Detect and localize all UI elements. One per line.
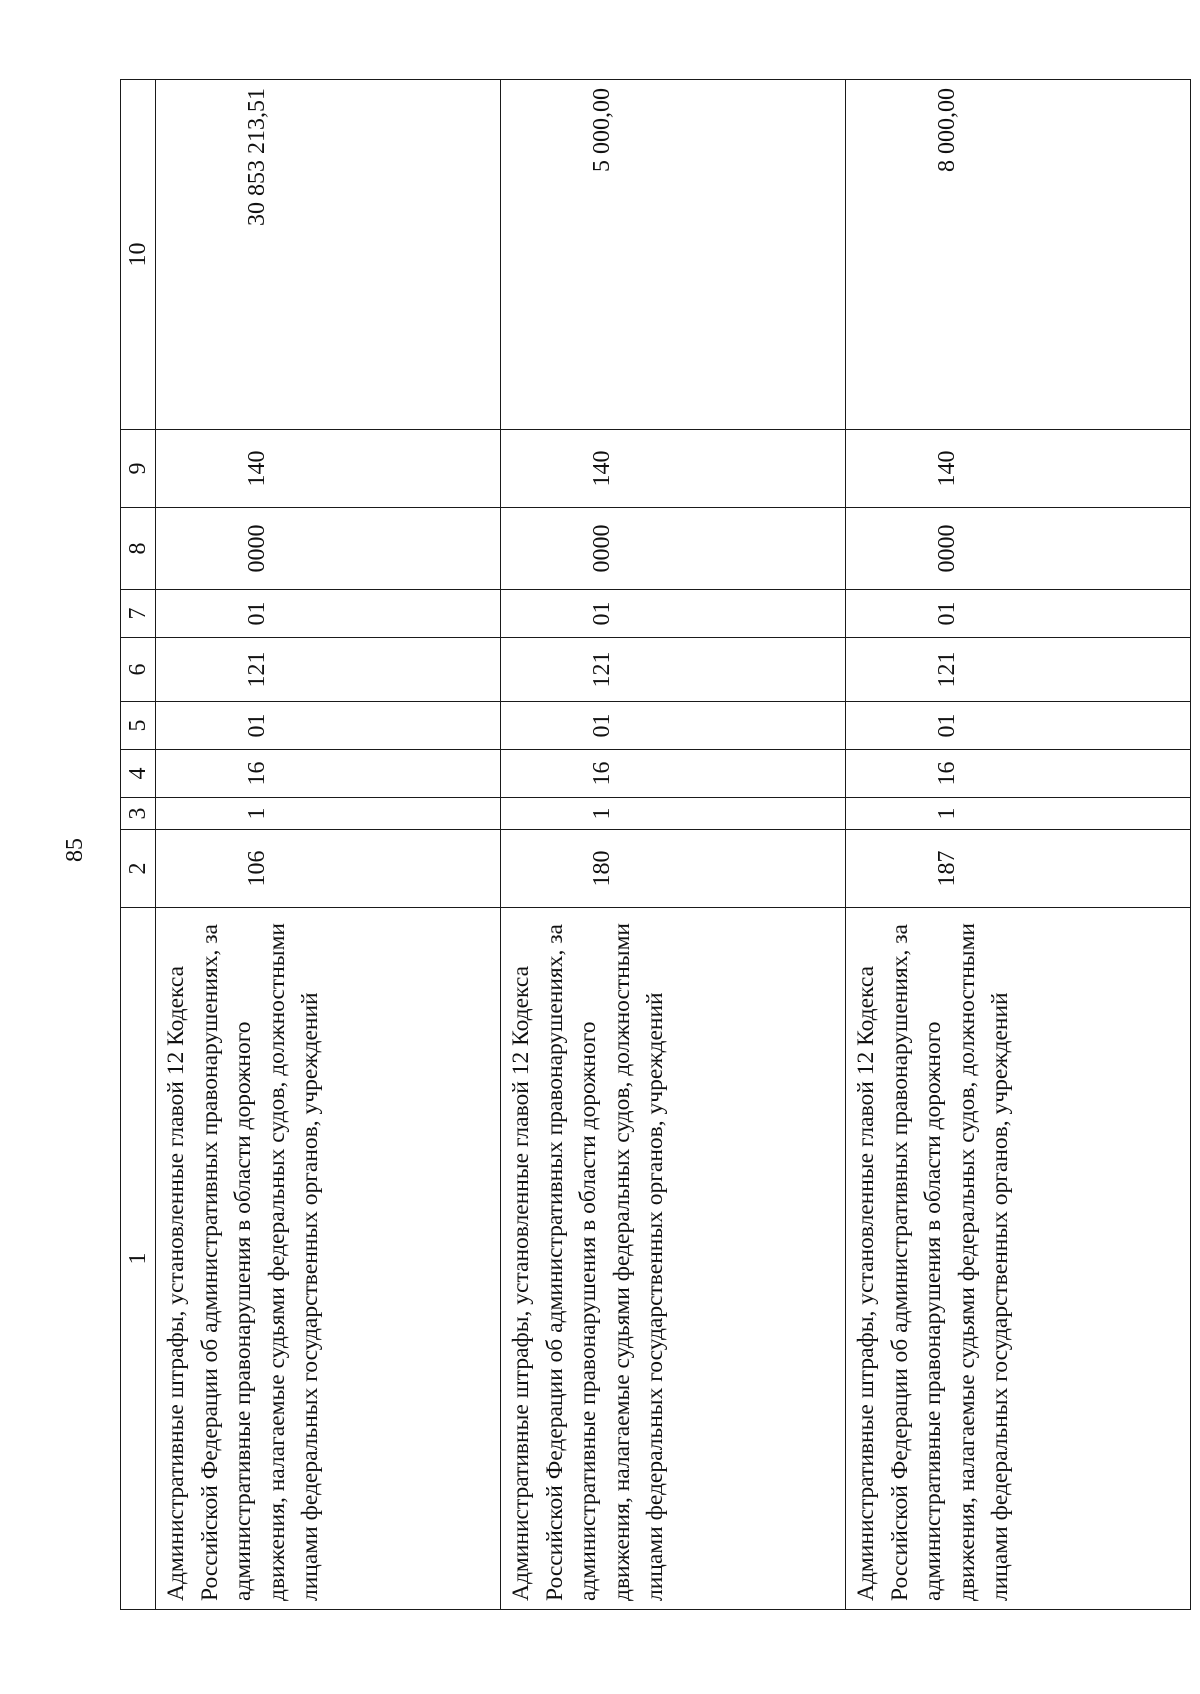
row-code-4: 16 <box>156 750 501 798</box>
row-description: Административные штрафы, установленные главой 12 Кодекса Российской Федерации об административных правонарушениях, за административные правонарушения в области дорожного движения, налагаемые судьями федеральных судов, должностными лицами федеральных государственных органов, учреждений <box>156 908 501 1610</box>
header-col-2: 2 <box>121 830 156 908</box>
row-amount: 5 000,00 <box>501 80 846 430</box>
row-description: Административные штрафы, установленные главой 12 Кодекса Российской Федерации об административных правонарушениях, за административные правонарушения в области дорожного движения, налагаемые судьями федеральных судов, должностными лицами федеральных государственных органов, учреждений <box>501 908 846 1610</box>
row-code-7: 01 <box>501 590 846 638</box>
table-row <box>156 80 501 1610</box>
row-code-7: 01 <box>156 590 501 638</box>
table-header-row <box>121 80 156 1610</box>
row-code-6: 121 <box>156 638 501 702</box>
row-code-8: 0000 <box>156 508 501 590</box>
budget-table <box>120 79 1191 1610</box>
row-amount: 8 000,00 <box>846 80 1191 430</box>
row-code-8: 0000 <box>846 508 1191 590</box>
row-code-9: 140 <box>501 430 846 508</box>
row-amount: 30 853 213,51 <box>156 80 501 430</box>
row-code-5: 01 <box>501 702 846 750</box>
row-code-2: 180 <box>501 830 846 908</box>
row-code-6: 121 <box>501 638 846 702</box>
header-col-8: 8 <box>121 508 156 590</box>
row-code-9: 140 <box>846 430 1191 508</box>
row-code-3: 1 <box>846 798 1191 830</box>
table-row <box>846 80 1191 1610</box>
row-code-5: 01 <box>846 702 1191 750</box>
header-col-3: 3 <box>121 798 156 830</box>
row-code-4: 16 <box>846 750 1191 798</box>
table-row <box>501 80 846 1610</box>
row-code-4: 16 <box>501 750 846 798</box>
header-col-5: 5 <box>121 702 156 750</box>
row-code-7: 01 <box>846 590 1191 638</box>
rotated-table-wrapper <box>120 80 1013 1610</box>
header-col-9: 9 <box>121 430 156 508</box>
header-col-10: 10 <box>121 80 156 430</box>
row-code-2: 187 <box>846 830 1191 908</box>
row-code-3: 1 <box>156 798 501 830</box>
row-code-8: 0000 <box>501 508 846 590</box>
row-code-6: 121 <box>846 638 1191 702</box>
header-col-7: 7 <box>121 590 156 638</box>
row-code-2: 106 <box>156 830 501 908</box>
row-code-5: 01 <box>156 702 501 750</box>
rotated-table-inner <box>120 80 1013 1610</box>
row-description: Административные штрафы, установленные главой 12 Кодекса Российской Федерации об административных правонарушениях, за административные правонарушения в области дорожного движения, налагаемые судьями федеральных судов, должностными лицами федеральных государственных органов, учреждений <box>846 908 1191 1610</box>
header-col-6: 6 <box>121 638 156 702</box>
header-col-4: 4 <box>121 750 156 798</box>
row-code-3: 1 <box>501 798 846 830</box>
row-code-9: 140 <box>156 430 501 508</box>
header-col-1: 1 <box>121 908 156 1610</box>
page-number: 85 <box>62 838 88 862</box>
